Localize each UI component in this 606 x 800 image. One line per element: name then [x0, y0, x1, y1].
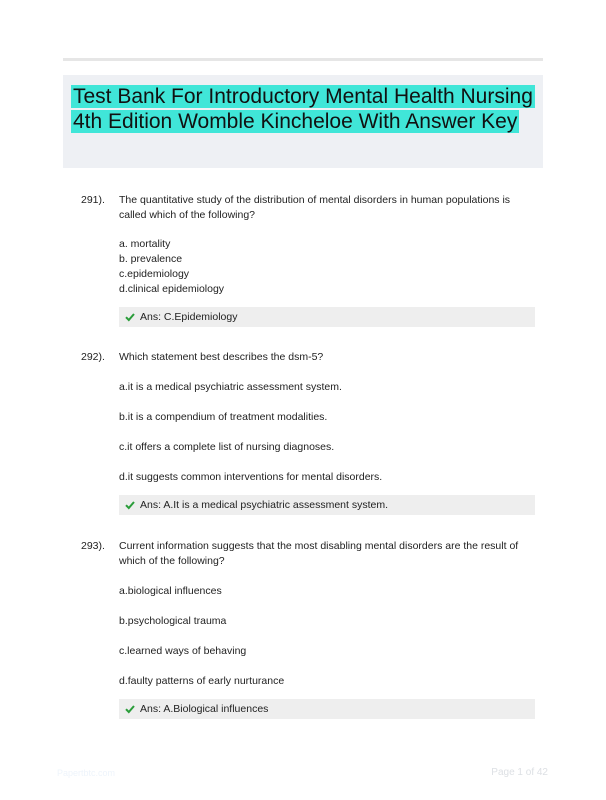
page-indicator: Page 1 of 42: [491, 767, 548, 778]
answer-box: [119, 495, 535, 515]
option-d: d.clinical epidemiology: [119, 283, 225, 295]
question-number: 293).: [81, 540, 105, 552]
question-number: 292).: [81, 351, 105, 363]
option-b: b. prevalence: [119, 253, 183, 265]
check-icon: [125, 500, 135, 510]
option-c: c.epidemiology: [119, 268, 190, 280]
option-a: a.it is a medical psychiatric assessment system.: [119, 381, 342, 393]
question-text: Which statement best describes the dsm-5?: [119, 351, 324, 363]
question-number: 291).: [81, 194, 105, 206]
question-text: Current information suggests that the most disabling mental disorders are the result of which of the following?: [119, 540, 519, 567]
option-d: d.faulty patterns of early nurturance: [119, 675, 285, 687]
option-a: a. mortality: [119, 238, 171, 250]
answer-text: Ans: A.It is a medical psychiatric assessment system.: [140, 499, 389, 511]
answer-box: [119, 699, 535, 719]
option-a: a.biological influences: [119, 585, 222, 597]
footer-watermark: Papertbtc.com: [57, 768, 116, 778]
option-c: c.learned ways of behaving: [119, 645, 247, 657]
option-d: d.it suggests common interventions for mental disorders.: [119, 471, 383, 483]
option-b: b.psychological trauma: [119, 615, 227, 627]
check-icon: [125, 704, 135, 714]
answer-text: Ans: A.Biological influences: [140, 703, 269, 715]
title-banner: [63, 75, 543, 168]
option-c: c.it offers a complete list of nursing diagnoses.: [119, 441, 335, 453]
top-divider: [63, 58, 543, 61]
question-text: The quantitative study of the distribution of mental disorders in human populations is called which of the following?: [119, 194, 511, 221]
option-b: b.it is a compendium of treatment modalities.: [119, 411, 328, 423]
answer-box: [119, 307, 535, 327]
check-icon: [125, 312, 135, 322]
answer-text: Ans: C.Epidemiology: [140, 311, 238, 323]
document-title: Test Bank For Introductory Mental Health Nursing 4th Edition Womble Kincheloe With Answer Key: [73, 85, 533, 133]
